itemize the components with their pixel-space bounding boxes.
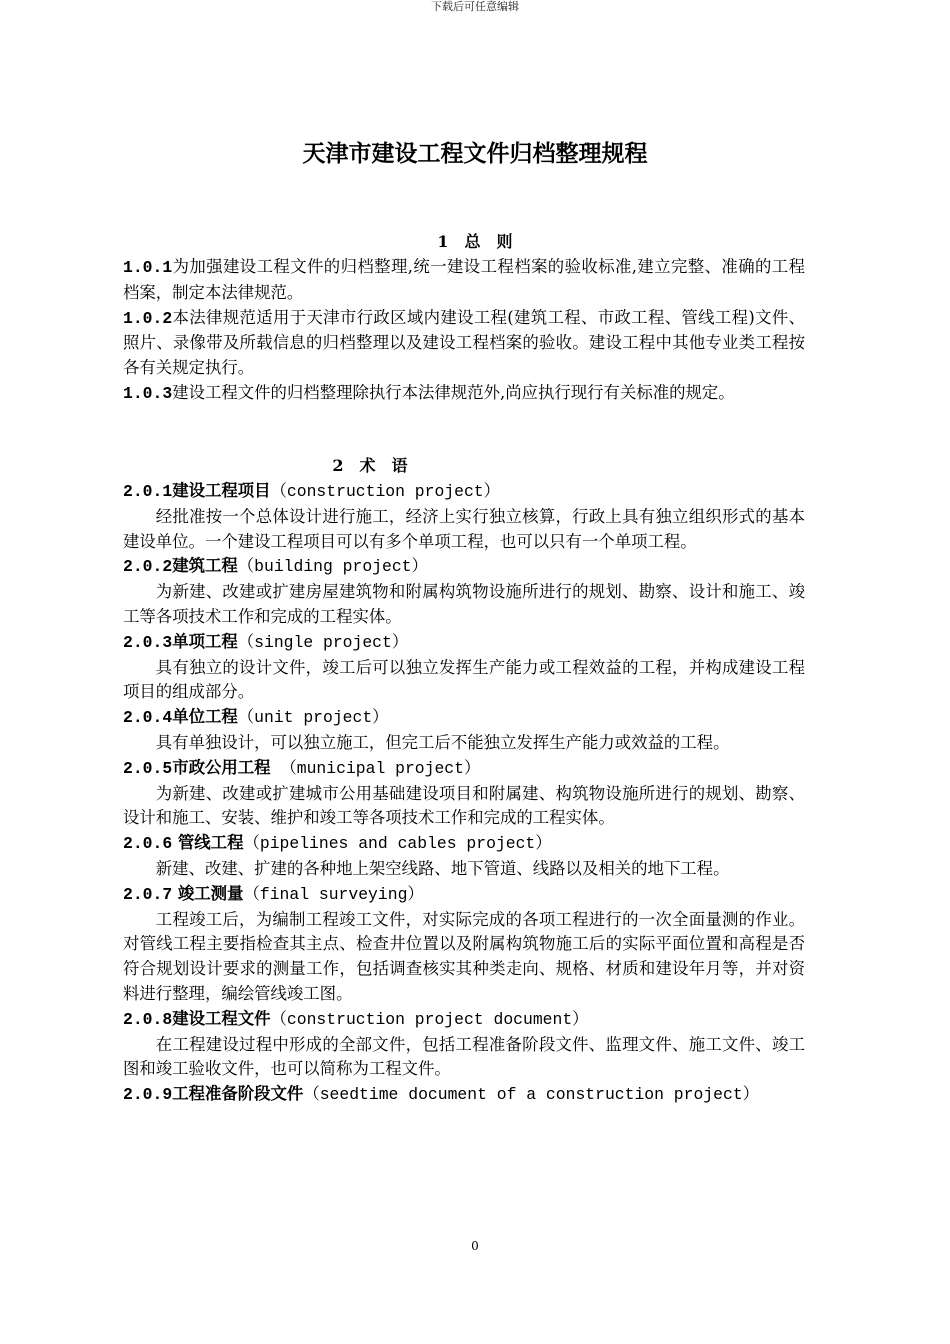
term-definition: 为新建、改建或扩建城市公用基础建设项目和附属建、构筑物设施所进行的规划、勘察、设计和施工、安装、维护和竣工等各项技术工作和完成的工程实体。 [123,783,805,828]
term-english: （seedtime document of a construction project） [303,1085,760,1105]
term-english: （construction project） [270,482,501,501]
term-definition: 经批准按一个总体设计进行施工，经济上实行独立核算，行政上具有独立组织形式的基本建设单位。一个建设工程项目可以有多个单项工程，也可以只有一个单项工程。 [123,506,805,551]
clause-1-0-1 [123,255,805,306]
clause-text: 建设工程文件的归档整理除执行本法律规范外,尚应执行现行有关标准的规定。 [172,382,735,402]
term-name: 管线工程 [172,833,244,853]
term-definition: 为新建、改建或扩建房屋建筑物和附属构筑物设施所进行的规划、勘察、设计和施工、竣工等各项技术工作和完成的工程实体。 [123,582,805,626]
term-number: 2.0.1 [123,482,173,501]
term-name: 单项工程 [172,631,238,651]
term-number: 2.0.6 [123,834,173,854]
term-heading [123,756,805,782]
term-heading [123,1007,805,1033]
clause-text: 本法律规范适用于天津市行政区域内建设工程(建筑工程、市政工程、管线工程)文件、照片、录像带及所载信息的归档整理以及建设工程档案的验收。建设工程中其他专业类工程按各有关规定执行。 [123,307,805,378]
term-definition: 新建、改建、扩建的各种地上架空线路、地下管道、线路以及相关的地下工程。 [155,858,730,878]
clause-1-0-3 [123,381,805,407]
term-number: 2.0.7 [123,884,173,904]
term-definition: 具有单独设计，可以独立施工，但完工后不能独立发挥生产能力或效益的工程。 [155,732,730,752]
term-number: 2.0.5 [123,758,173,778]
document-title: 天津市建设工程文件归档整理规程 [302,141,648,167]
term-heading [123,479,805,505]
term-english: （building project） [237,557,428,577]
term-heading [123,705,805,731]
term-name: 单位工程 [172,707,238,727]
page-number: 0 [471,1239,479,1253]
section-general-body [123,255,805,407]
term-heading [123,882,805,908]
term-number: 2.0.2 [123,557,173,577]
term-heading [123,831,805,857]
term-english: （final surveying） [243,884,424,904]
term-name: 竣工测量 [172,883,244,903]
term-number: 2.0.8 [123,1009,173,1029]
term-number: 2.0.4 [123,708,173,728]
page-header-note: 下载后可任意编辑 [431,0,519,13]
clause-number: 1.0.1 [123,258,173,277]
term-heading [123,554,805,580]
term-number: 2.0.9 [123,1085,173,1105]
term-heading [123,1082,805,1108]
term-name: 市政公用工程 [172,757,271,777]
term-english: （construction project document） [270,1009,589,1029]
term-name: 建设工程文件 [172,1008,271,1028]
term-definition: 在工程建设过程中形成的全部文件，包括工程准备阶段文件、监理文件、施工文件、竣工图和竣工验收文件，也可以简称为工程文件。 [123,1034,805,1079]
term-name: 工程准备阶段文件 [172,1084,304,1104]
term-heading [123,630,805,656]
term-english: （municipal project） [270,758,481,778]
term-definition: 工程竣工后，为编制工程竣工文件，对实际完成的各项工程进行的一次全面量测的作业。对管线工程主要指检查其主点、检查井位置以及附属构筑物施工后的实际平面位置和高程是否符合规划设计要求的测量工作，包括调查核实其种类走向、规格、材质和建设年月等，并对资料进行整理，编绘管线竣工图。 [123,909,805,1003]
section-terms-body [123,479,805,1108]
clause-number: 1.0.3 [123,383,173,403]
clause-number: 1.0.2 [123,308,173,328]
section-heading-general: 1 总 则 [437,232,513,251]
term-name: 建设工程项目 [172,481,271,500]
term-english: （pipelines and cables project） [243,834,552,854]
term-number: 2.0.3 [123,632,173,652]
term-name: 建筑工程 [172,556,238,576]
term-definition: 具有独立的设计文件，竣工后可以独立发挥生产能力或工程效益的工程，并构成建设工程项目的组成部分。 [123,657,805,702]
term-english: （single project） [237,632,409,652]
clause-1-0-2 [123,306,805,381]
clause-text: 为加强建设工程文件的归档整理,统一建设工程档案的验收标准,建立完整、准确的工程档案，制定本法律规范。 [123,257,805,302]
term-english: （unit project） [237,708,389,728]
section-heading-terms: 2 术 语 [332,456,408,475]
